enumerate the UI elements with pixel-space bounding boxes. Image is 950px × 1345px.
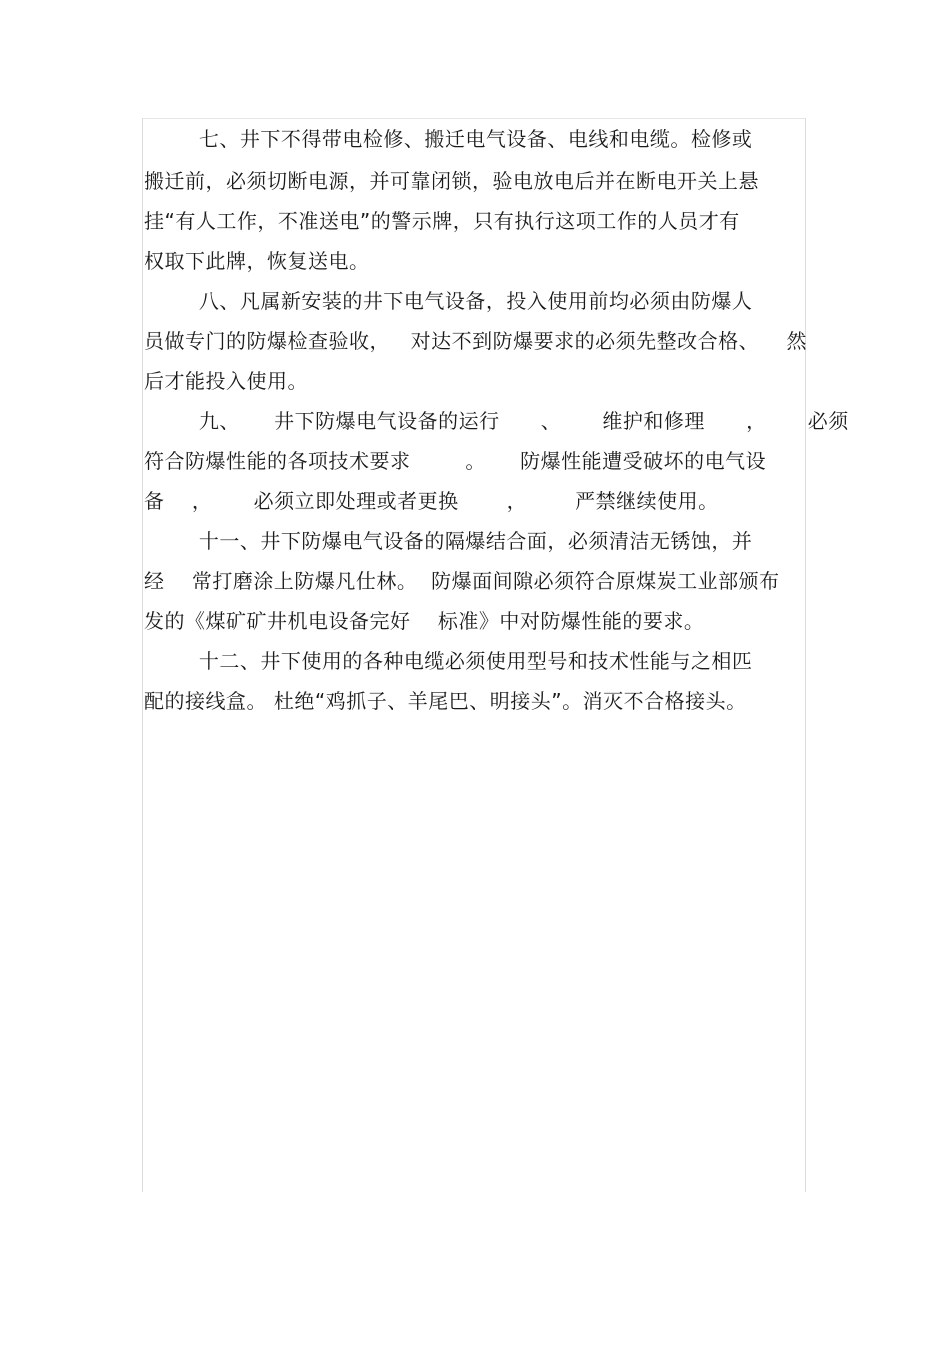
text-line: 十一、井下防爆电气设备的隔爆结合面，必须清洁无锈蚀，并 <box>144 529 753 553</box>
text-line: 发的《煤矿矿井机电设备完好 标准》中对防爆性能的要求。 <box>144 609 705 633</box>
text-line: 符合防爆性能的各项技术要求 。 防爆性能遭受破坏的电气设 <box>144 449 767 473</box>
text-line: 员做专门的防爆检查验收， 对达不到防爆要求的必须先整改合格、 然 <box>144 329 808 353</box>
text-line: 备 ， 必须立即处理或者更换 ， 严禁继续使用。 <box>144 489 719 513</box>
text-line: 后才能投入使用。 <box>144 369 308 393</box>
text-line: 七、井下不得带电检修、搬迁电气设备、电线和电缆。检修或 <box>144 127 753 151</box>
text-line: 十二、井下使用的各种电缆必须使用型号和技术性能与之相匹 <box>144 649 753 673</box>
text-line: 权取下此牌，恢复送电。 <box>144 249 370 273</box>
text-line: 九、 井下防爆电气设备的运行 、 维护和修理 ， 必须 <box>144 409 849 433</box>
text-line: 配的接线盒。 杜绝“鸡抓子、羊尾巴、明接头”。消灭不合格接头。 <box>144 689 747 713</box>
text-line: 挂“有人工作，不准送电”的警示牌，只有执行这项工作的人员才有 <box>144 209 740 233</box>
text-line: 搬迁前，必须切断电源，并可靠闭锁，验电放电后并在断电开关上悬 <box>144 169 759 193</box>
text-line: 经 常打磨涂上防爆凡仕林。 防爆面间隙必须符合原煤炭工业部颁布 <box>144 569 780 593</box>
text-line: 八、凡属新安装的井下电气设备，投入使用前均必须由防爆人 <box>144 289 753 313</box>
